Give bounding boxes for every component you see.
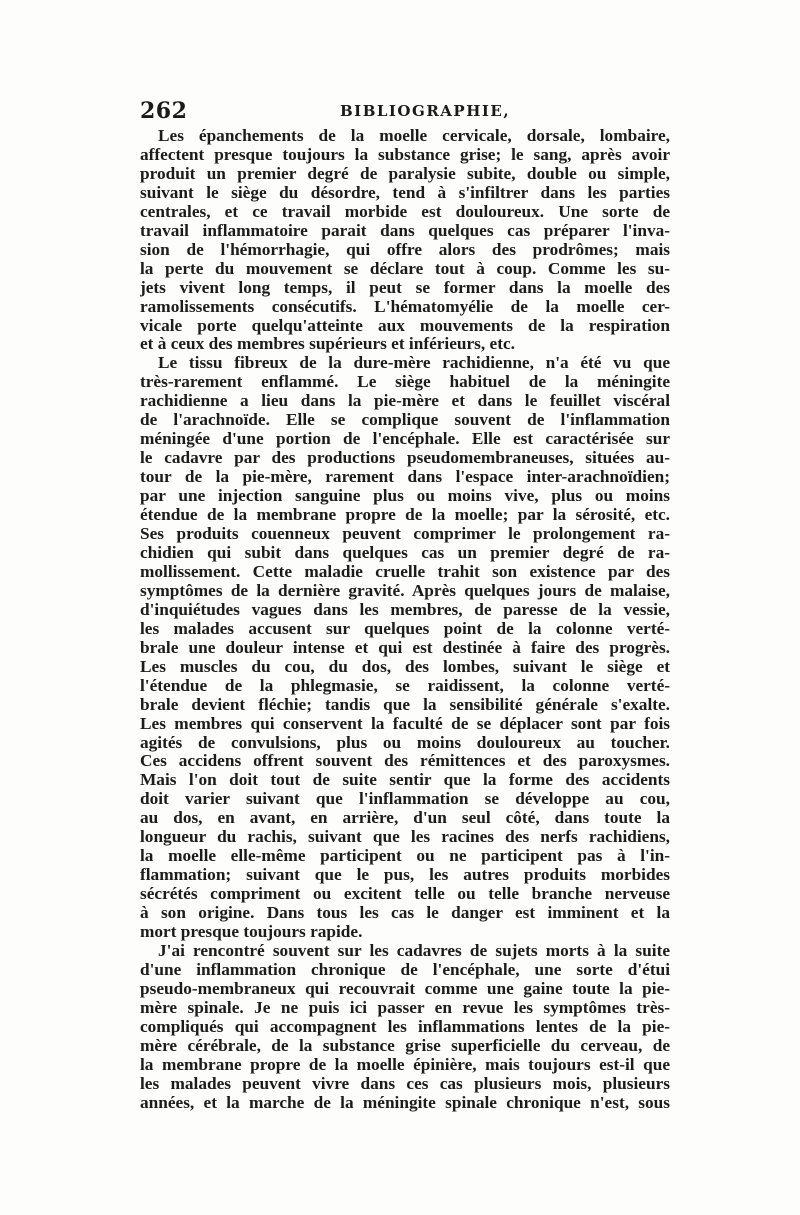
text-line: mollissement. Cette maladie cruelle trahit son existence par des <box>140 562 670 581</box>
text-line: travail inflammatoire parait dans quelques cas préparer l'inva- <box>140 221 670 240</box>
text-line: ramolissements consécutifs. L'hématomyélie de la moelle cer- <box>140 297 670 316</box>
text-line: chidien qui subit dans quelques cas un premier degré de ra- <box>140 543 670 562</box>
text-line: agités de convulsions, plus ou moins douloureux au toucher. <box>140 733 670 752</box>
text-line: brale devient fléchie; tandis que la sensibilité générale s'exalte. <box>140 695 670 714</box>
text-line: compliqués qui accompagnent les inflammations lentes de la pie- <box>140 1017 670 1036</box>
text-line: la membrane propre de la moelle épinière, mais toujours est-il que <box>140 1055 670 1074</box>
text-line: longueur du rachis, suivant que les racines des nerfs rachidiens, <box>140 828 670 847</box>
text-line: très-rarement enflammé. Le siège habituel de la méningite <box>140 373 670 392</box>
text-line: les malades peuvent vivre dans ces cas plusieurs mois, plusieurs <box>140 1074 670 1093</box>
page-header <box>140 98 670 124</box>
text-line: doit varier suivant que l'inflammation se développe au cou, <box>140 790 670 809</box>
text-line: mère cérébrale, de la substance grise superficielle du cerveau, de <box>140 1036 670 1055</box>
text-line: la moelle elle-même participent ou ne participent pas à l'in- <box>140 847 670 866</box>
text-line: pseudo-membraneux qui recouvrait comme une gaine toute la pie- <box>140 979 670 998</box>
text-line: sécrétés compriment ou excitent telle ou telle branche nerveuse <box>140 885 670 904</box>
page-number: 262 <box>140 98 188 124</box>
text-line: années, et la marche de la méningite spinale chronique n'est, sous <box>140 1093 670 1112</box>
text-line: les malades accusent sur quelques point de la colonne verté- <box>140 619 670 638</box>
text-line: d'une inflammation chronique de l'encéphale, une sorte d'étui <box>140 960 670 979</box>
text-line: par une injection sanguine plus ou moins vive, plus ou moins <box>140 487 670 506</box>
text-line: méningée d'une portion de l'encéphale. Elle est caractérisée sur <box>140 430 670 449</box>
text-line: Les membres qui conservent la faculté de se déplacer sont par fois <box>140 714 670 733</box>
text-line: Mais l'on doit tout de suite sentir que la forme des accidents <box>140 771 670 790</box>
text-line: jets vivent long temps, il peut se former dans la moelle des <box>140 278 670 297</box>
text-line: mère spinale. Je ne puis ici passer en revue les symptômes très- <box>140 998 670 1017</box>
text-line: suivant le siège du désordre, tend à s'infiltrer dans les parties <box>140 183 670 202</box>
text-line: l'étendue de la phlegmasie, se raidissent, la colonne verté- <box>140 676 670 695</box>
text-line: sion de l'hémorrhagie, qui offre alors des prodrômes; mais <box>140 240 670 259</box>
text-line: produit un premier degré de paralysie subite, double ou simple, <box>140 164 670 183</box>
text-line: centrales, et ce travail morbide est douloureux. Une sorte de <box>140 202 670 221</box>
text-line: de l'arachnoïde. Elle se complique souvent de l'inflammation <box>140 411 670 430</box>
text-line: Ses produits couenneux peuvent comprimer le prolongement ra- <box>140 525 670 544</box>
text-line: étendue de la membrane propre de la moelle; par la sérosité, etc. <box>140 506 670 525</box>
text-line: brale une douleur intense et qui est destinée à faire des progrès. <box>140 638 670 657</box>
text-line: Les épanchements de la moelle cervicale, dorsale, lombaire, <box>158 127 670 145</box>
text-line: vicale porte quelqu'atteinte aux mouvements de la respiration <box>140 316 670 335</box>
text-line: au dos, en avant, en arrière, d'un seul côté, dans toute la <box>140 809 670 828</box>
running-title: BIBLIOGRAPHIE, <box>340 102 511 120</box>
text-line: Le tissu fibreux de la dure-mère rachidienne, n'a été vu que <box>158 354 670 373</box>
text-line: mort presque toujours rapide. <box>140 923 363 942</box>
text-line: le cadavre par des productions pseudomembraneuses, situées au- <box>140 449 670 468</box>
text-line: d'inquiétudes vagues dans les membres, de paresse de la vessie, <box>140 600 670 619</box>
text-line: J'ai rencontré souvent sur les cadavres de sujets morts à la suite <box>158 941 670 960</box>
text-line: la perte du mouvement se déclare tout à coup. Comme les su- <box>140 259 670 278</box>
text-line: à son origine. Dans tous les cas le danger est imminent et la <box>140 904 670 923</box>
text-line: flammation; suivant que le pus, les autres produits morbides <box>140 866 670 885</box>
text-line: tour de la pie-mère, rarement dans l'espace inter-arachnoïdien; <box>140 468 670 487</box>
text-line: rachidienne a lieu dans la pie-mère et dans le feuillet viscéral <box>140 392 670 411</box>
text-line: Ces accidens offrent souvent des rémittences et des paroxysmes. <box>140 752 670 771</box>
text-line: Les muscles du cou, du dos, des lombes, suivant le siège et <box>140 657 670 676</box>
text-line: et à ceux des membres supérieurs et inférieurs, etc. <box>140 335 515 354</box>
text-line: symptômes de la dernière gravité. Après quelques jours de malaise, <box>140 581 670 600</box>
body-text <box>140 127 670 1113</box>
text-line: affectent presque toujours la substance grise; le sang, après avoir <box>140 145 670 164</box>
